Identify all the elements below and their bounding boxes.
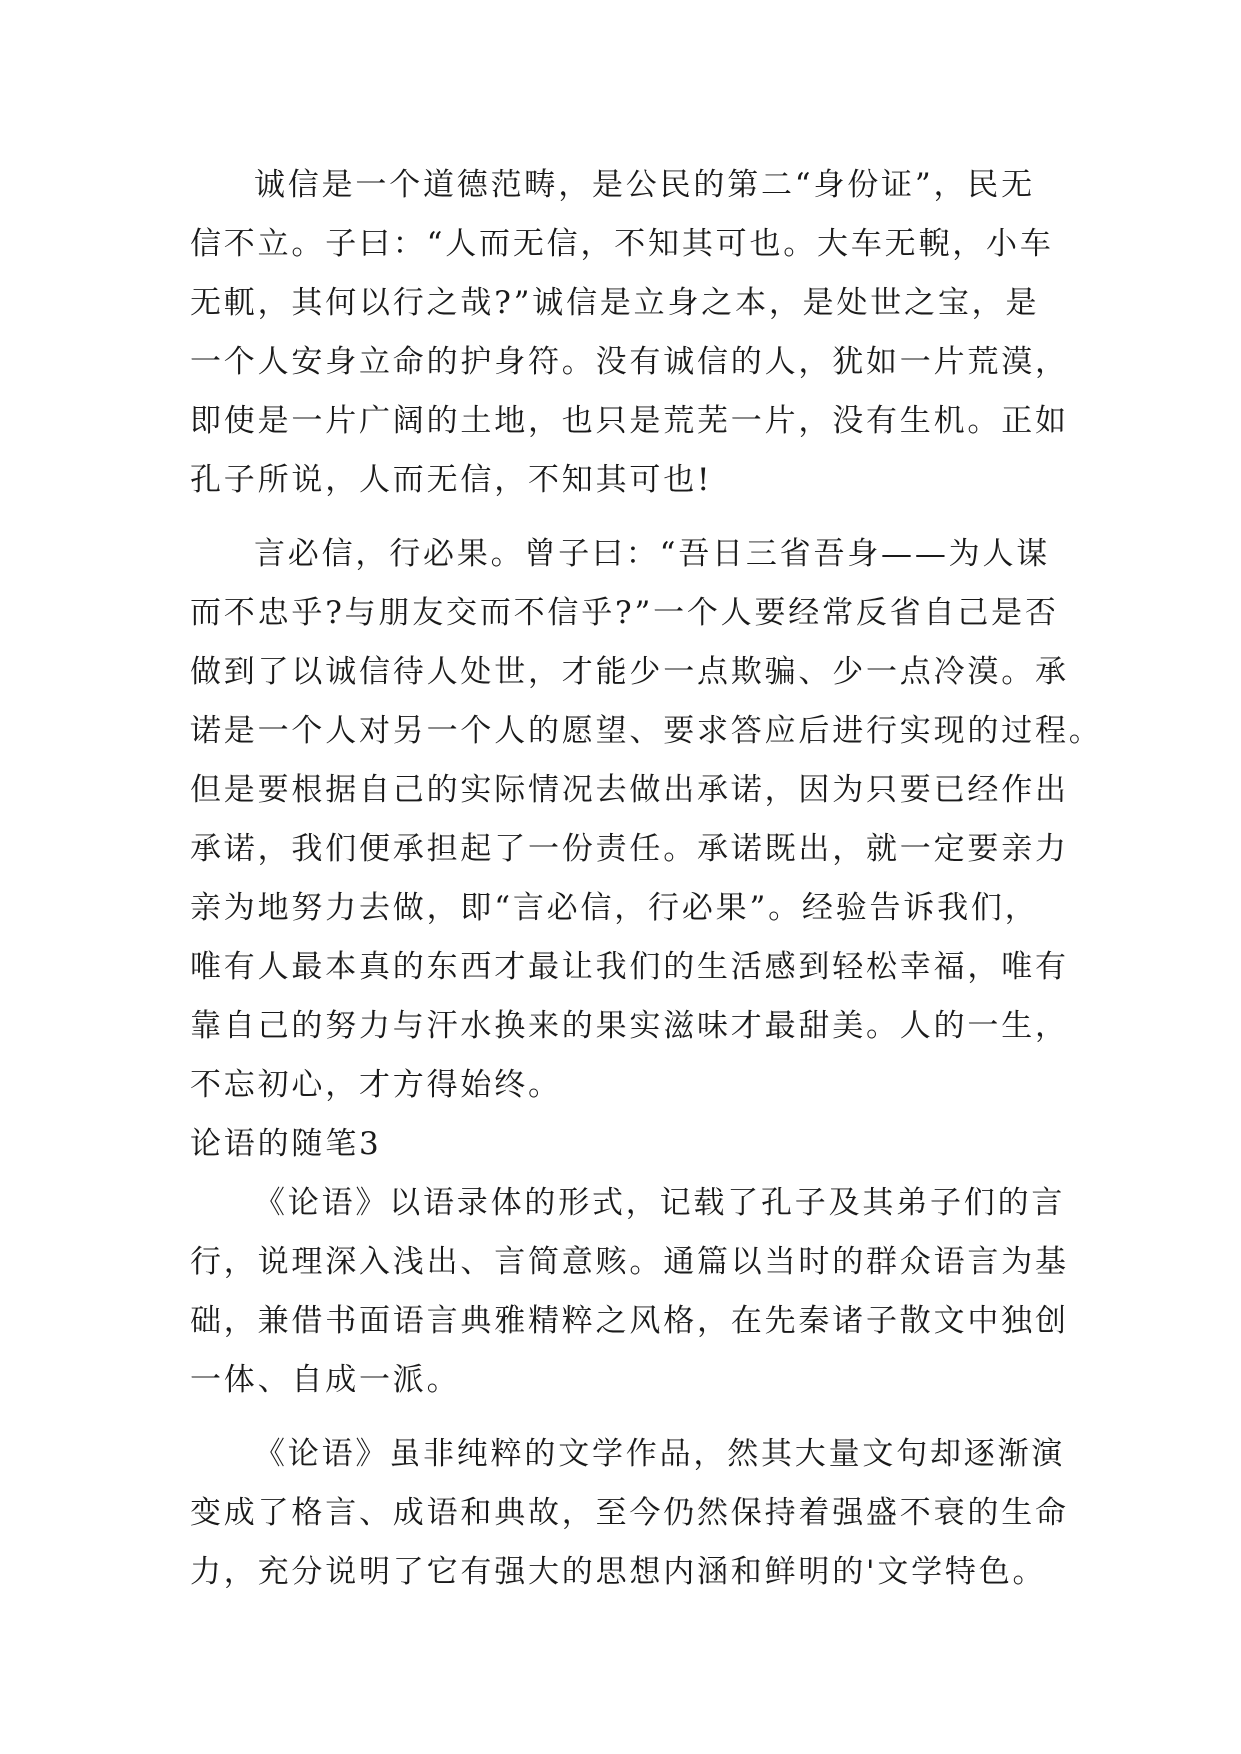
paragraph-line: 靠自己的努力与汗水换来的果实滋味才最甜美。人的一生，: [190, 1008, 1069, 1044]
paragraph-line: 但是要根据自己的实际情况去做出承诺，因为只要已经作出: [190, 772, 1069, 808]
paragraph-line: 一个人安身立命的护身符。没有诚信的人，犹如一片荒漠，: [190, 344, 1069, 380]
paragraph-3: [190, 1174, 1069, 1410]
paragraph-line: 亲为地努力去做，即“言必信，行必果”。经验告诉我们，: [190, 890, 1039, 926]
paragraph-line: 行，说理深入浅出、言简意赅。通篇以当时的群众语言为基: [190, 1244, 1069, 1280]
paragraph-line: 信不立。子曰：“人而无信，不知其可也。大车无輗，小车: [190, 226, 1054, 262]
section-heading: 论语的随笔3: [190, 1126, 382, 1162]
paragraph-line: 不忘初心，才方得始终。: [190, 1067, 562, 1103]
paragraph-line: 诚信是一个道德范畴，是公民的第二“身份证”，民无: [254, 167, 1035, 203]
paragraph-line: 即使是一片广阔的土地，也只是荒芜一片，没有生机。正如: [190, 403, 1069, 439]
paragraph-line: 础，兼借书面语言典雅精粹之风格，在先秦诸子散文中独创: [190, 1303, 1069, 1339]
paragraph-4: [190, 1425, 1069, 1602]
paragraph-line: 力，充分说明了它有强大的思想内涵和鲜明的'文学特色。: [190, 1554, 1047, 1590]
paragraph-line: 《论语》虽非纯粹的文学作品，然其大量文句却逐渐演: [254, 1436, 1066, 1472]
paragraph-line: 诺是一个人对另一个人的愿望、要求答应后进行实现的过程。: [190, 713, 1103, 749]
paragraph-line: 孔子所说，人而无信，不知其可也!: [190, 462, 713, 498]
paragraph-line: 无軏，其何以行之哉?”诚信是立身之本，是处世之宝，是: [190, 285, 1040, 321]
paragraph-line: 《论语》以语录体的形式，记载了孔子及其弟子们的言: [254, 1185, 1066, 1221]
paragraph-line: 变成了格言、成语和典故，至今仍然保持着强盛不衰的生命: [190, 1495, 1069, 1531]
paragraph-line: 言必信，行必果。曾子曰：“吾日三省吾身——为人谋: [254, 536, 1051, 572]
paragraph-line: 做到了以诚信待人处世，才能少一点欺骗、少一点冷漠。承: [190, 654, 1069, 690]
paragraph-line: 而不忠乎?与朋友交而不信乎?”一个人要经常反省自己是否: [190, 595, 1059, 631]
paragraph-line: 唯有人最本真的东西才最让我们的生活感到轻松幸福，唯有: [190, 949, 1069, 985]
paragraph-1: [190, 156, 1069, 510]
paragraph-2: [190, 525, 1103, 1115]
paragraph-line: 一体、自成一派。: [190, 1362, 461, 1398]
paragraph-line: 承诺，我们便承担起了一份责任。承诺既出，就一定要亲力: [190, 831, 1069, 867]
document-body: [190, 156, 1103, 1602]
